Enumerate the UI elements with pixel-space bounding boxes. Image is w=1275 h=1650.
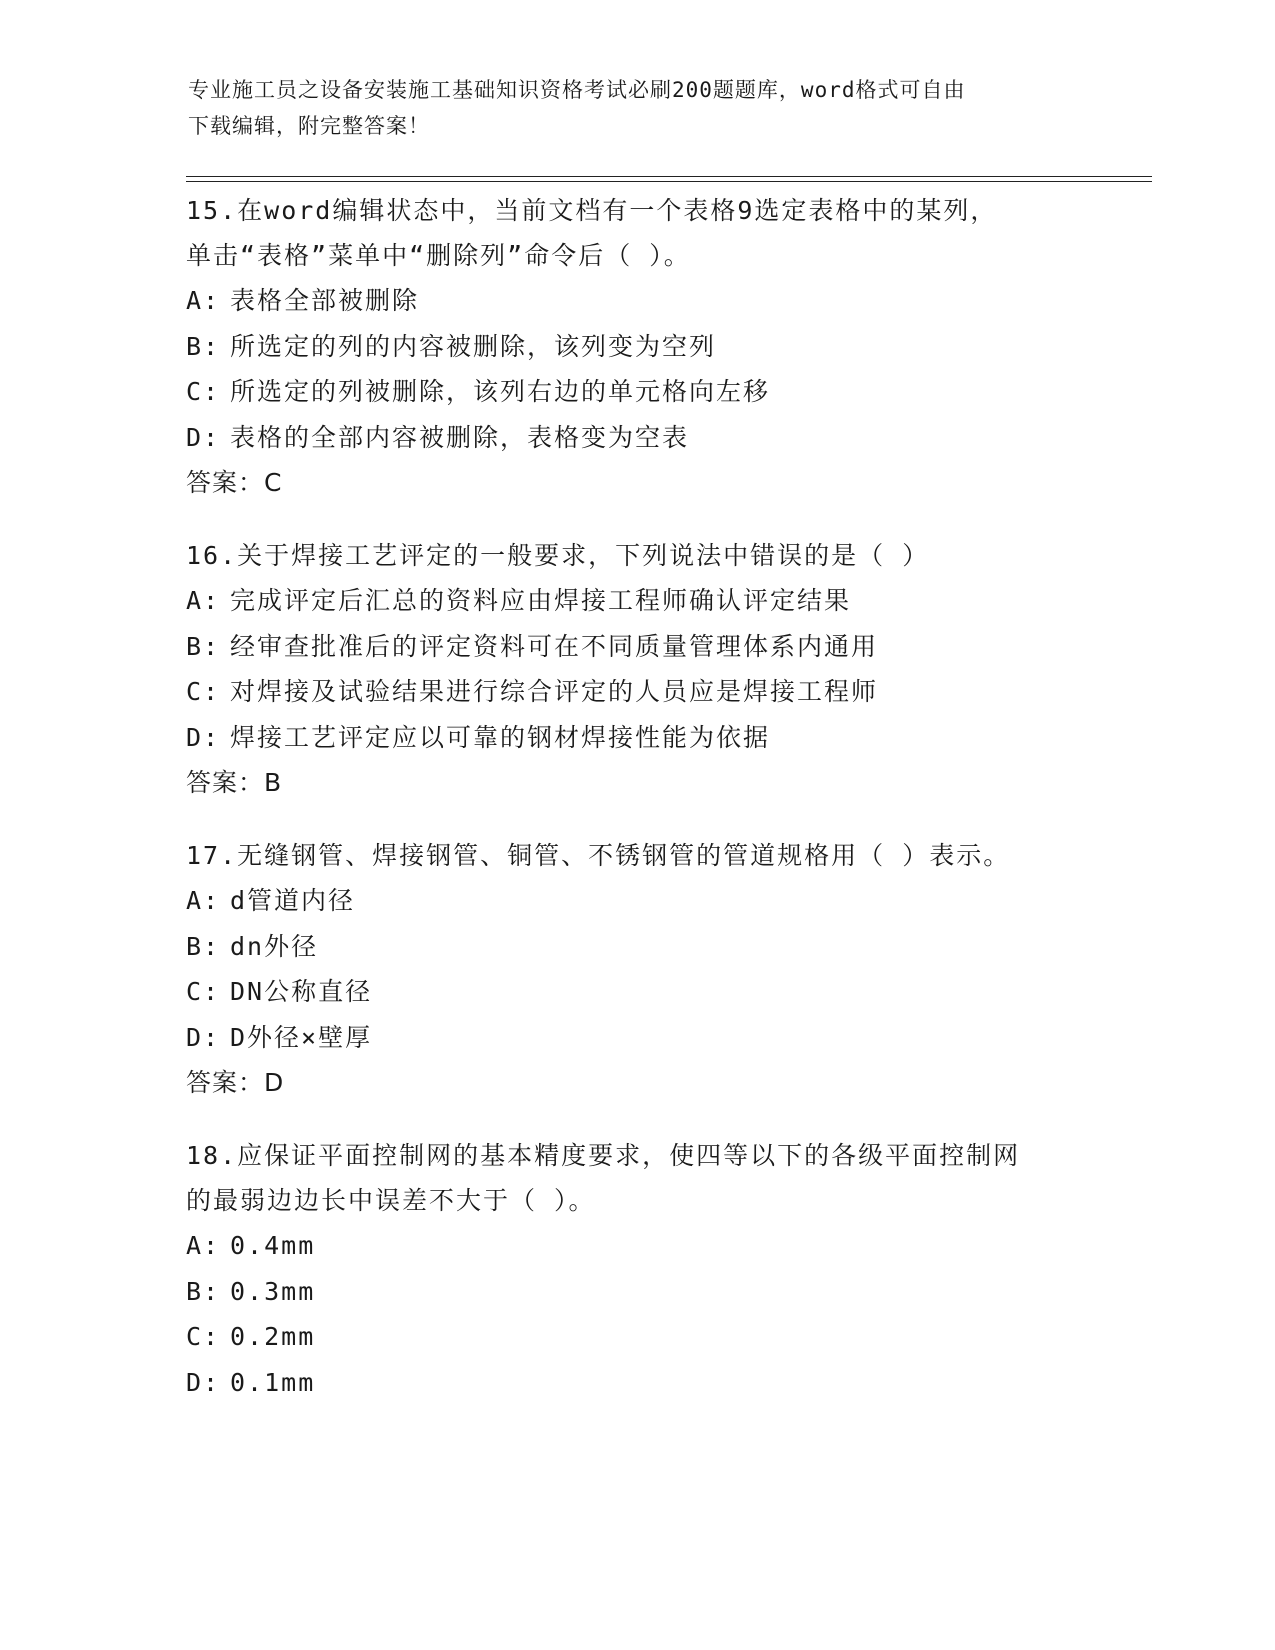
option-letter: C: xyxy=(186,377,221,406)
question-stem-line-2: 单击“表格”菜单中“删除列”命令后（ ）。 xyxy=(186,241,691,270)
option-b xyxy=(186,924,1086,970)
option-text: DN公称直径 xyxy=(230,977,373,1006)
option-letter: C: xyxy=(186,1322,221,1351)
option-text: 对焊接及试验结果进行综合评定的人员应是焊接工程师 xyxy=(230,677,879,706)
option-letter: B: xyxy=(186,1276,221,1306)
question-stem-line-1: 16.关于焊接工艺评定的一般要求，下列说法中错误的是（ ） xyxy=(186,541,930,570)
option-text: 表格的全部内容被删除，表格变为空表 xyxy=(230,422,690,452)
option-letter: A: xyxy=(186,586,221,615)
option-text: d管道内径 xyxy=(230,886,356,915)
option-a xyxy=(186,278,1086,324)
option-letter: D: xyxy=(186,1367,221,1397)
question-17 xyxy=(186,833,1086,1105)
option-letter: A: xyxy=(186,886,221,915)
option-letter: B: xyxy=(186,931,221,961)
question-stem-line-1: 18.应保证平面控制网的基本精度要求，使四等以下的各级平面控制网 xyxy=(186,1141,1021,1170)
option-text: 表格全部被删除 xyxy=(230,286,420,315)
answer-key: 答案：C xyxy=(186,468,283,497)
option-letter: C: xyxy=(186,977,221,1006)
option-text: 0.1mm xyxy=(230,1367,316,1397)
question-stem-line-1: 17.无缝钢管、焊接钢管、铜管、不锈钢管的管道规格用（ ）表示。 xyxy=(186,841,1011,870)
document-header xyxy=(188,72,1068,144)
option-text: 0.4mm xyxy=(230,1231,316,1260)
option-letter: A: xyxy=(186,1231,221,1260)
option-c xyxy=(186,969,1086,1015)
header-divider-bottom xyxy=(186,181,1152,182)
option-text: 完成评定后汇总的资料应由焊接工程师确认评定结果 xyxy=(230,586,852,615)
question-stem-line-1: 15.在word编辑状态中，当前文档有一个表格9选定表格中的某列， xyxy=(186,196,998,225)
option-letter: D: xyxy=(186,1022,221,1052)
option-d xyxy=(186,715,1086,761)
option-text: dn外径 xyxy=(230,931,319,961)
option-text: 焊接工艺评定应以可靠的钢材焊接性能为依据 xyxy=(230,722,771,752)
question-15 xyxy=(186,188,1086,505)
option-b xyxy=(186,624,1086,670)
option-text: 0.3mm xyxy=(230,1276,316,1306)
option-c xyxy=(186,669,1086,715)
option-d xyxy=(186,1015,1086,1061)
option-letter: D: xyxy=(186,422,221,452)
header-line-2: 下载编辑，附完整答案！ xyxy=(188,114,430,138)
option-text: 0.2mm xyxy=(230,1322,316,1351)
answer-key: 答案：D xyxy=(186,1068,285,1097)
option-letter: A: xyxy=(186,286,221,315)
question-list xyxy=(186,188,1086,1433)
option-b xyxy=(186,324,1086,370)
option-text: D外径×壁厚 xyxy=(230,1022,373,1052)
option-letter: D: xyxy=(186,722,221,752)
option-d xyxy=(186,1360,1086,1406)
header-line-1: 专业施工员之设备安装施工基础知识资格考试必刷200题题库，word格式可自由 xyxy=(188,78,966,102)
option-a xyxy=(186,878,1086,924)
option-text: 所选定的列的内容被删除，该列变为空列 xyxy=(230,331,717,361)
question-stem-line-2: 的最弱边边长中误差不大于（ ）。 xyxy=(186,1186,596,1215)
option-text: 经审查批准后的评定资料可在不同质量管理体系内通用 xyxy=(230,631,879,661)
question-18 xyxy=(186,1133,1086,1405)
option-c xyxy=(186,1314,1086,1360)
option-letter: B: xyxy=(186,631,221,661)
option-a xyxy=(186,1223,1086,1269)
question-16 xyxy=(186,533,1086,805)
option-c xyxy=(186,369,1086,415)
option-letter: C: xyxy=(186,677,221,706)
option-letter: B: xyxy=(186,331,221,361)
option-text: 所选定的列被删除，该列右边的单元格向左移 xyxy=(230,377,771,406)
option-d xyxy=(186,415,1086,461)
option-b xyxy=(186,1269,1086,1315)
header-divider-top xyxy=(186,176,1152,177)
option-a xyxy=(186,578,1086,624)
answer-key: 答案：B xyxy=(186,768,283,797)
